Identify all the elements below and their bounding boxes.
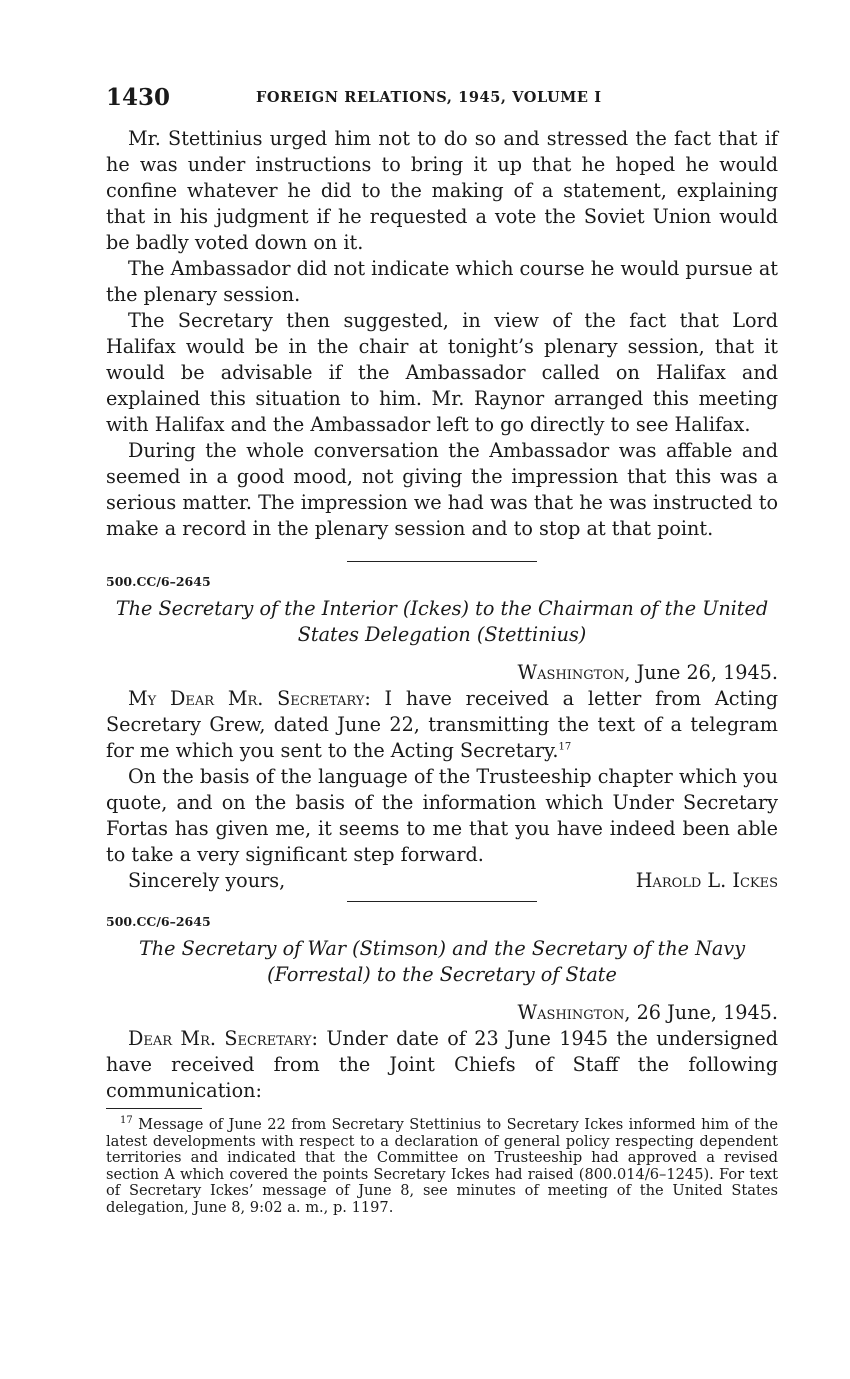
letter-paragraph (106, 1026, 778, 1104)
dateline-date: , 26 June, 1945. (624, 1001, 778, 1024)
page-number: 1430 (106, 84, 171, 111)
footnote-reference: 17 (558, 741, 572, 753)
running-title: FOREIGN RELATIONS, 1945, VOLUME I (256, 89, 602, 106)
dateline-date: , June 26, 1945. (624, 661, 778, 684)
document-title (106, 936, 778, 988)
salutation: Dear Mr. Secretary (128, 1027, 312, 1050)
dateline-place: Washington (517, 1001, 625, 1024)
letter-paragraph (106, 686, 778, 764)
body-paragraph: During the whole conversation the Ambassador was affable and seemed in a good mood, not giving the impression that this was a serious matter. The impression we had was that he was instructed to make a record in the plenary session and to stop at that point. (106, 439, 778, 540)
letter-text: : I have received a letter from Acting Secretary Grew, dated June 22, transmitting the text of a telegram for me which you sent to the Acting Secretary. (106, 687, 778, 762)
footnote-text: Message of June 22 from Secretary Stettinius to Secretary Ickes informed him of the latest developments with respect to a declaration of general policy respecting dependent territories and indicated that the Committee on Trusteeship had approved a revised section A which covered the points Secretary Ickes had raised (800.014/6–1245). For text of Secretary Ickes’ message of June 8, see minutes of meeting of the United States delegation, June 8, 9:02 a. m., p. 1197. (106, 1116, 778, 1216)
letter-text: : Under date of 23 June 1945 the undersigned have received from the Joint Chiefs of Staff the following communication: (106, 1027, 778, 1102)
dateline-place: Washington (517, 661, 625, 684)
body-paragraph: Mr. Stettinius urged him not to do so and stressed the fact that if he was under instructions to bring it up that he hoped he would confine whatever he did to the making of a statement, explaining that in his judgment if he requested a vote the Soviet Union would be badly voted down on it. (106, 127, 778, 254)
signature: Harold L. Ickes (635, 869, 778, 892)
footnote-divider (106, 1108, 202, 1109)
salutation: My Dear Mr. Secretary (128, 687, 365, 710)
page-header (106, 84, 778, 114)
dateline (106, 660, 778, 686)
document-title (106, 596, 778, 648)
body-paragraph: The Ambassador did not indicate which course he would pursue at the plenary session. (106, 257, 778, 306)
document-title-line: (Forrestal) to the Secretary of State (267, 963, 617, 986)
letter-paragraph: On the basis of the language of the Trusteeship chapter which you quote, and on the basis of the information which Under Secretary Fortas has given me, it seems to me that you have indeed been able to take a very significant step forward. (106, 765, 778, 866)
complimentary-close: Sincerely yours, (128, 869, 286, 892)
document-title-line: States Delegation (Stettinius) (297, 623, 587, 646)
page-body (106, 126, 778, 1217)
document-file-id: 500.CC/6–2645 (106, 574, 211, 589)
body-paragraph: The Secretary then suggested, in view of the fact that Lord Halifax would be in the chair at tonight’s plenary session, that it would be advisable if the Ambassador called on Halifax and explained this situation to him. Mr. Raynor arranged this meeting with Halifax and the Ambassador left to go directly to see Halifax. (106, 309, 778, 436)
dateline (106, 1000, 778, 1026)
document-file-id: 500.CC/6–2645 (106, 914, 211, 929)
section-divider (347, 901, 537, 902)
document-title-line: The Secretary of the Interior (Ickes) to the Chairman of the United (115, 597, 769, 620)
footnote-number: 17 (120, 1115, 133, 1127)
footnote (106, 1117, 778, 1217)
section-divider (347, 561, 537, 562)
document-title-line: The Secretary of War (Stimson) and the Secretary of the Navy (138, 937, 746, 960)
letter-closing (106, 868, 778, 894)
